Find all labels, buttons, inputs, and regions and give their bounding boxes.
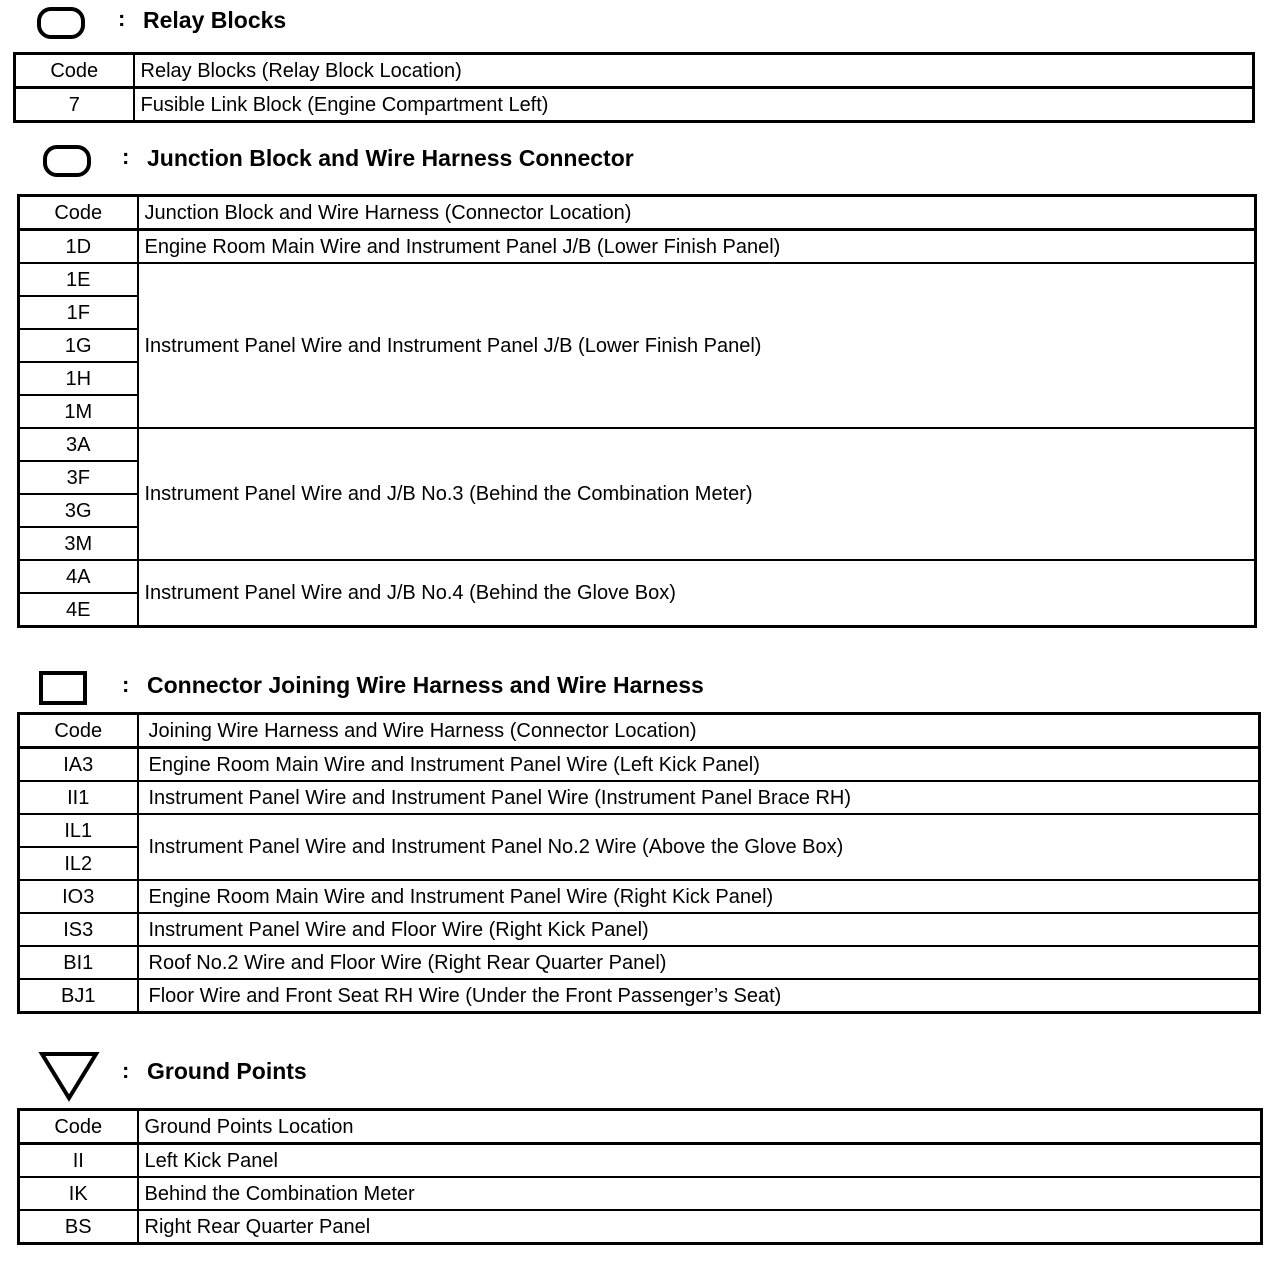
heading-colon: : <box>122 144 130 169</box>
ground-points-table <box>17 1108 1263 1245</box>
code-cell: 4A <box>19 560 138 593</box>
description-cell: Floor Wire and Front Seat RH Wire (Under the Front Passenger’s Seat) <box>138 979 1260 1013</box>
code-cell: 1M <box>19 395 138 428</box>
section-title: Relay Blocks <box>143 7 287 33</box>
description-cell: Roof No.2 Wire and Floor Wire (Right Rear Quarter Panel) <box>138 946 1260 979</box>
code-cell: IS3 <box>19 913 138 946</box>
code-cell: II <box>19 1144 138 1178</box>
description-cell: Left Kick Panel <box>138 1144 1262 1178</box>
connector-heading <box>0 664 1280 704</box>
code-cell: 3M <box>19 527 138 560</box>
rounded-rect-icon <box>42 144 92 183</box>
code-cell: BJ1 <box>19 979 138 1013</box>
relay-blocks-table <box>13 52 1255 123</box>
code-cell: 1D <box>19 230 138 264</box>
code-cell: BS <box>19 1210 138 1244</box>
code-cell: IK <box>19 1177 138 1210</box>
description-cell: Engine Room Main Wire and Instrument Panel Wire (Left Kick Panel) <box>138 748 1260 782</box>
description-header: Relay Blocks (Relay Block Location) <box>134 54 1254 88</box>
heading-colon: : <box>122 672 130 697</box>
table-header-row <box>19 196 1256 230</box>
description-cell: Behind the Combination Meter <box>138 1177 1262 1210</box>
code-cell: 4E <box>19 593 138 627</box>
square-icon <box>38 670 88 711</box>
triangle-down-icon <box>38 1050 100 1107</box>
code-cell: 1F <box>19 296 138 329</box>
table-row <box>19 913 1260 946</box>
table-row <box>19 946 1260 979</box>
code-cell: BI1 <box>19 946 138 979</box>
description-header: Ground Points Location <box>138 1110 1262 1144</box>
table-header-row <box>19 1110 1262 1144</box>
description-cell: Instrument Panel Wire and Instrument Panel Wire (Instrument Panel Brace RH) <box>138 781 1260 814</box>
table-row <box>19 1177 1262 1210</box>
table-row <box>19 814 1260 847</box>
code-cell: 3F <box>19 461 138 494</box>
description-cell: Fusible Link Block (Engine Compartment Left) <box>134 88 1254 122</box>
description-cell: Instrument Panel Wire and Instrument Panel No.2 Wire (Above the Glove Box) <box>138 814 1260 880</box>
code-cell: II1 <box>19 781 138 814</box>
description-cell: Instrument Panel Wire and Floor Wire (Right Kick Panel) <box>138 913 1260 946</box>
table-row <box>19 781 1260 814</box>
table-row <box>19 880 1260 913</box>
description-cell: Engine Room Main Wire and Instrument Panel J/B (Lower Finish Panel) <box>138 230 1256 264</box>
description-cell: Instrument Panel Wire and J/B No.3 (Behind the Combination Meter) <box>138 428 1256 560</box>
code-cell: 1G <box>19 329 138 362</box>
table-header-row <box>19 714 1260 748</box>
relay-blocks-heading <box>0 0 1280 40</box>
heading-colon: : <box>118 6 126 31</box>
table-row <box>15 88 1254 122</box>
table-row <box>19 230 1256 264</box>
heading-colon: : <box>122 1058 130 1083</box>
table-row <box>19 748 1260 782</box>
code-cell: IL1 <box>19 814 138 847</box>
table-row <box>19 979 1260 1013</box>
description-cell: Instrument Panel Wire and J/B No.4 (Behind the Glove Box) <box>138 560 1256 627</box>
section-title: Connector Joining Wire Harness and Wire Harness <box>147 672 704 698</box>
description-header: Junction Block and Wire Harness (Connector Location) <box>138 196 1256 230</box>
junction-block-heading <box>0 138 1280 178</box>
description-header: Joining Wire Harness and Wire Harness (Connector Location) <box>138 714 1260 748</box>
table-row <box>19 560 1256 593</box>
code-header: Code <box>15 54 134 88</box>
junction-block-table <box>17 194 1257 628</box>
code-cell: IA3 <box>19 748 138 782</box>
table-row <box>19 428 1256 461</box>
rounded-rect-icon <box>36 6 86 45</box>
section-title: Ground Points <box>147 1058 307 1084</box>
code-header: Code <box>19 1110 138 1144</box>
description-cell: Engine Room Main Wire and Instrument Panel Wire (Right Kick Panel) <box>138 880 1260 913</box>
code-header: Code <box>19 714 138 748</box>
connector-table <box>17 712 1261 1014</box>
table-row <box>19 1144 1262 1178</box>
table-row <box>19 263 1256 296</box>
code-cell: 7 <box>15 88 134 122</box>
code-cell: IO3 <box>19 880 138 913</box>
code-cell: 3G <box>19 494 138 527</box>
description-cell: Instrument Panel Wire and Instrument Panel J/B (Lower Finish Panel) <box>138 263 1256 428</box>
code-cell: 3A <box>19 428 138 461</box>
code-cell: IL2 <box>19 847 138 880</box>
section-title: Junction Block and Wire Harness Connector <box>147 145 634 171</box>
ground-points-heading <box>0 1048 1280 1104</box>
table-header-row <box>15 54 1254 88</box>
code-cell: 1E <box>19 263 138 296</box>
table-row <box>19 1210 1262 1244</box>
description-cell: Right Rear Quarter Panel <box>138 1210 1262 1244</box>
code-cell: 1H <box>19 362 138 395</box>
code-header: Code <box>19 196 138 230</box>
